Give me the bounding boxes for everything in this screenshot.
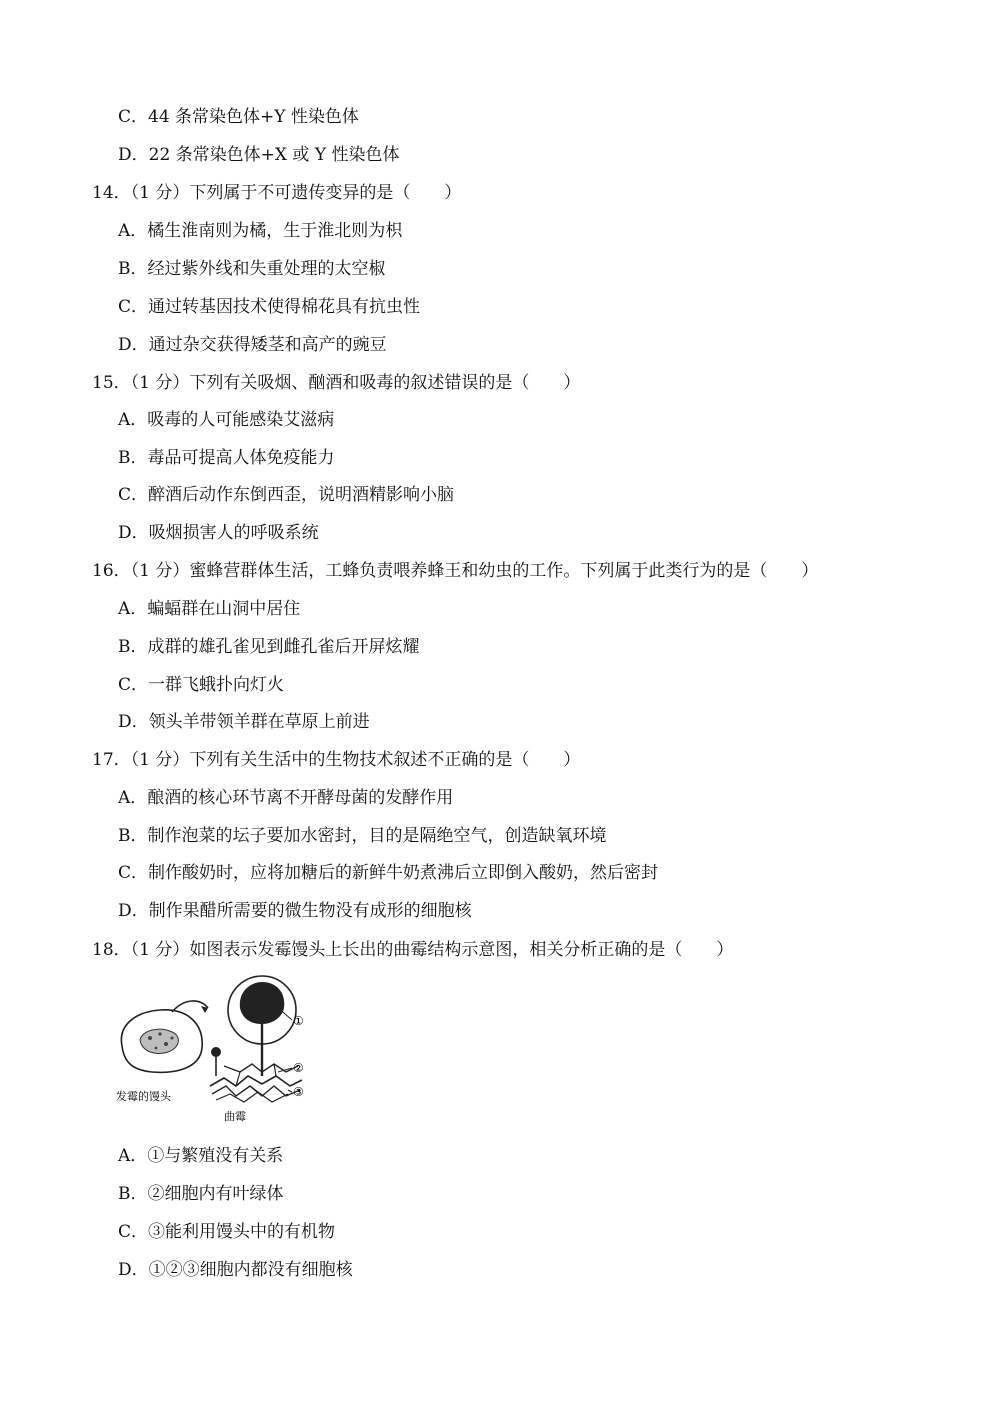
option-14-d: D．通过杂交获得矮茎和高产的豌豆 (118, 335, 387, 355)
option-15-b: B．毒品可提高人体免疫能力 (118, 448, 335, 468)
magnified-view (228, 976, 296, 1044)
question-16: 16．（1 分）蜜蜂营群体生活，工蜂负责喂养蜂王和幼虫的工作。下列属于此类行为的是（ ） (92, 561, 819, 581)
option-18-c: C．③能利用馒头中的有机物 (118, 1222, 336, 1242)
option-14-b: B．经过紫外线和失重处理的太空椒 (118, 259, 386, 279)
option-16-b: B．成群的雄孔雀见到雌孔雀后开屏炫耀 (118, 637, 420, 657)
option-15-c: C．醉酒后动作东倒西歪，说明酒精影响小脑 (118, 485, 455, 505)
marker-1: ① (293, 1014, 304, 1028)
option-13-c: C．44 条常染色体+Y 性染色体 (118, 107, 359, 127)
marker-2: ② (293, 1061, 304, 1075)
option-17-b: B．制作泡菜的坛子要加水密封，目的是隔绝空气，创造缺氧环境 (118, 826, 607, 846)
option-18-d: D．①②③细胞内都没有细胞核 (118, 1260, 353, 1280)
aspergillus-figure (112, 968, 322, 1128)
option-15-a: A．吸毒的人可能感染艾滋病 (118, 410, 335, 430)
option-14-a: A．橘生淮南则为橘，生于淮北则为枳 (118, 221, 403, 241)
option-17-c: C．制作酸奶时，应将加糖后的新鲜牛奶煮沸后立即倒入酸奶，然后密封 (118, 863, 659, 883)
option-16-a: A．蝙蝠群在山洞中居住 (118, 599, 301, 619)
aspergillus-label: 曲霉 (224, 1110, 246, 1123)
option-17-d: D．制作果醋所需要的微生物没有成形的细胞核 (118, 901, 472, 921)
question-17: 17．（1 分）下列有关生活中的生物技术叙述不正确的是（ ） (92, 750, 581, 770)
option-16-c: C．一群飞蛾扑向灯火 (118, 675, 285, 695)
option-18-a: A．①与繁殖没有关系 (118, 1146, 284, 1166)
option-18-b: B．②细胞内有叶绿体 (118, 1184, 284, 1204)
moldy-bun-drawing (121, 1010, 202, 1073)
option-17-a: A．酿酒的核心环节离不开酵母菌的发酵作用 (118, 788, 454, 808)
moldy-bun-label: 发霉的馒头 (116, 1090, 171, 1103)
question-15: 15．（1 分）下列有关吸烟、酗酒和吸毒的叙述错误的是（ ） (92, 373, 581, 393)
marker-3: ③ (293, 1085, 304, 1099)
option-16-d: D．领头羊带领羊群在草原上前进 (118, 712, 370, 732)
aspergillus-diagram (112, 968, 322, 1128)
option-15-d: D．吸烟损害人的呼吸系统 (118, 523, 319, 543)
option-14-c: C．通过转基因技术使得棉花具有抗虫性 (118, 297, 421, 317)
question-14: 14．（1 分）下列属于不可遗传变异的是（ ） (92, 183, 462, 203)
option-13-d: D．22 条常染色体+X 或 Y 性染色体 (118, 145, 400, 165)
mycelium-drawing (210, 1044, 302, 1102)
question-18: 18．（1 分）如图表示发霉馒头上长出的曲霉结构示意图，相关分析正确的是（ ） (92, 940, 734, 960)
small-aspergillus-drawing (211, 1047, 221, 1076)
